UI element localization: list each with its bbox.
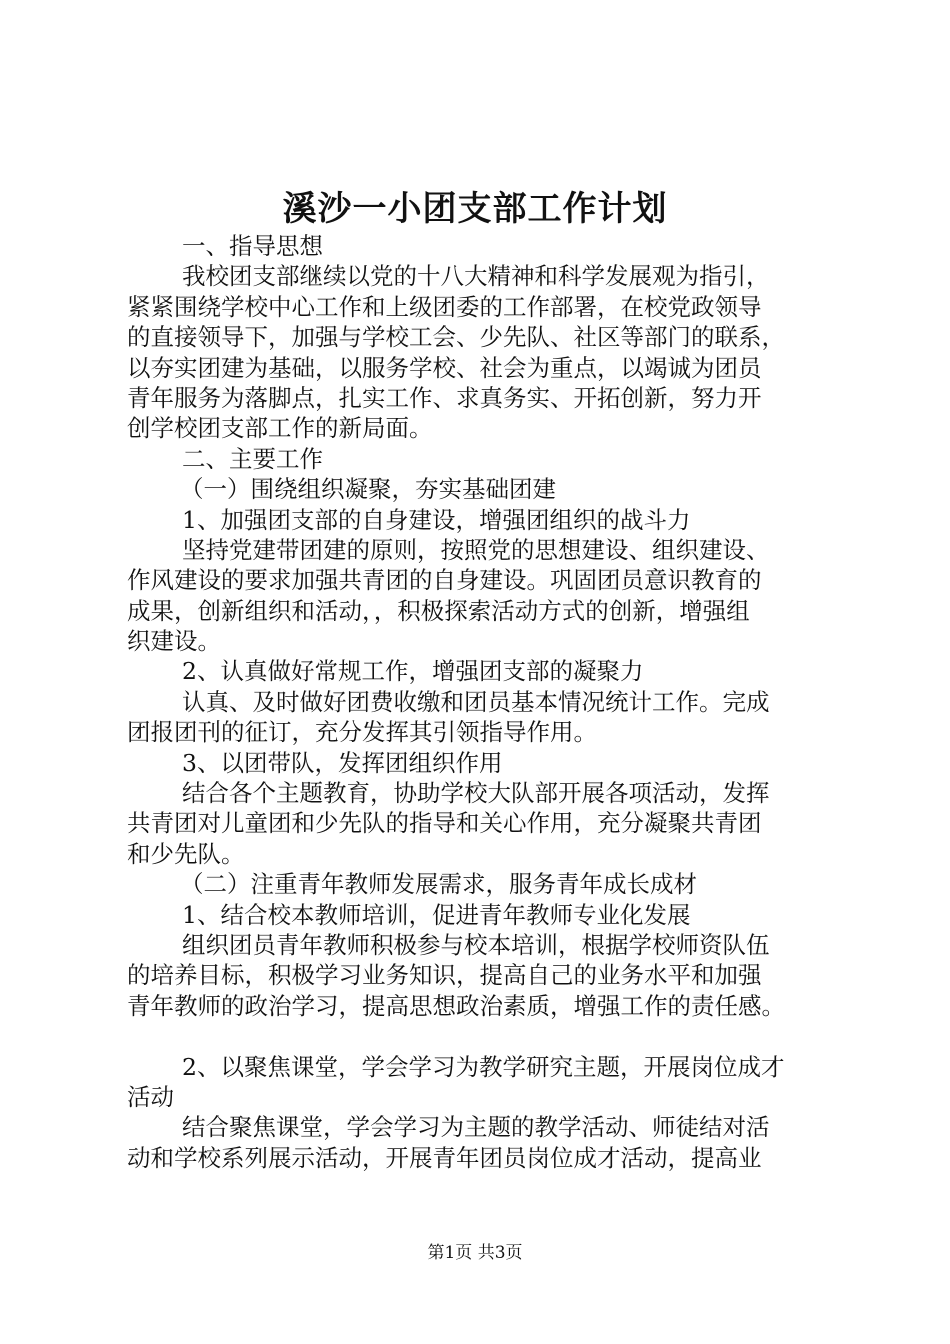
- paragraph-line: 的培养目标，积极学习业务知识，提高自己的业务水平和加强: [127, 961, 762, 990]
- paragraph-line: 我校团支部继续以党的十八大精神和科学发展观为指引，: [182, 262, 770, 291]
- page-footer: 第1页 共3页: [427, 1243, 523, 1263]
- blank-line: [127, 1021, 842, 1051]
- paragraph-line: 结合聚焦课堂，学会学习为主题的教学活动、师徒结对活: [182, 1113, 770, 1142]
- paragraph-line: 组织团员青年教师积极参与校本培训，根据学校师资队伍: [182, 930, 770, 959]
- item-heading: 1、加强团支部的自身建设，增强团组织的战斗力: [182, 505, 691, 534]
- document-title: 溪沙一小团支部工作计划: [282, 189, 668, 229]
- section-heading: 二、主要工作: [182, 444, 323, 473]
- paragraph-line: 织建设。: [127, 627, 221, 656]
- paragraph-line: 以夯实团建为基础，以服务学校、社会为重点，以竭诚为团员: [127, 353, 762, 382]
- paragraph-line: 团报团刊的征订，充分发挥其引领指导作用。: [127, 718, 597, 747]
- paragraph-line: 结合各个主题教育，协助学校大队部开展各项活动，发挥: [182, 779, 770, 808]
- paragraph-line: 坚持党建带团建的原则，按照党的思想建设、组织建设、: [182, 535, 770, 564]
- item-heading-continuation: 活动: [127, 1082, 174, 1111]
- paragraph-line: 动和学校系列展示活动，开展青年团员岗位成才活动，提高业: [127, 1143, 762, 1172]
- paragraph-line: 共青团对儿童团和少先队的指导和关心作用，充分凝聚共青团: [127, 809, 762, 838]
- paragraph-line: 认真、及时做好团费收缴和团员基本情况统计工作。完成: [182, 687, 770, 716]
- item-heading: 3、以团带队，发挥团组织作用: [182, 748, 503, 777]
- paragraph-line: 成果，创新组织和活动，，积极探索活动方式的创新，增强组: [127, 596, 750, 625]
- item-heading: 2、认真做好常规工作，增强团支部的凝聚力: [182, 657, 644, 686]
- item-heading: 1、结合校本教师培训，促进青年教师专业化发展: [182, 900, 691, 929]
- paragraph-line: 紧紧围绕学校中心工作和上级团委的工作部署，在校党政领导: [127, 292, 762, 321]
- paragraph-line: 创学校团支部工作的新局面。: [127, 414, 433, 443]
- paragraph-line: 和少先队。: [127, 839, 245, 868]
- document-body: [127, 231, 842, 1173]
- section-heading: 一、指导思想: [182, 232, 323, 260]
- paragraph-line: 青年教师的政治学习，提高思想政治素质，增强工作的责任感。: [127, 991, 785, 1020]
- item-heading: 2、以聚焦课堂，学会学习为教学研究主题，开展岗位成才: [182, 1052, 785, 1081]
- paragraph-line: 作风建设的要求加强共青团的自身建设。巩固团员意识教育的: [127, 566, 762, 595]
- subsection-heading: （一）围绕组织凝聚，夯实基础团建: [180, 475, 556, 504]
- paragraph-line: 的直接领导下，加强与学校工会、少先队、社区等部门的联系，: [127, 323, 785, 352]
- subsection-heading: （二）注重青年教师发展需求，服务青年成长成材: [180, 870, 697, 899]
- paragraph-line: 青年服务为落脚点，扎实工作、求真务实、开拓创新，努力开: [127, 383, 762, 412]
